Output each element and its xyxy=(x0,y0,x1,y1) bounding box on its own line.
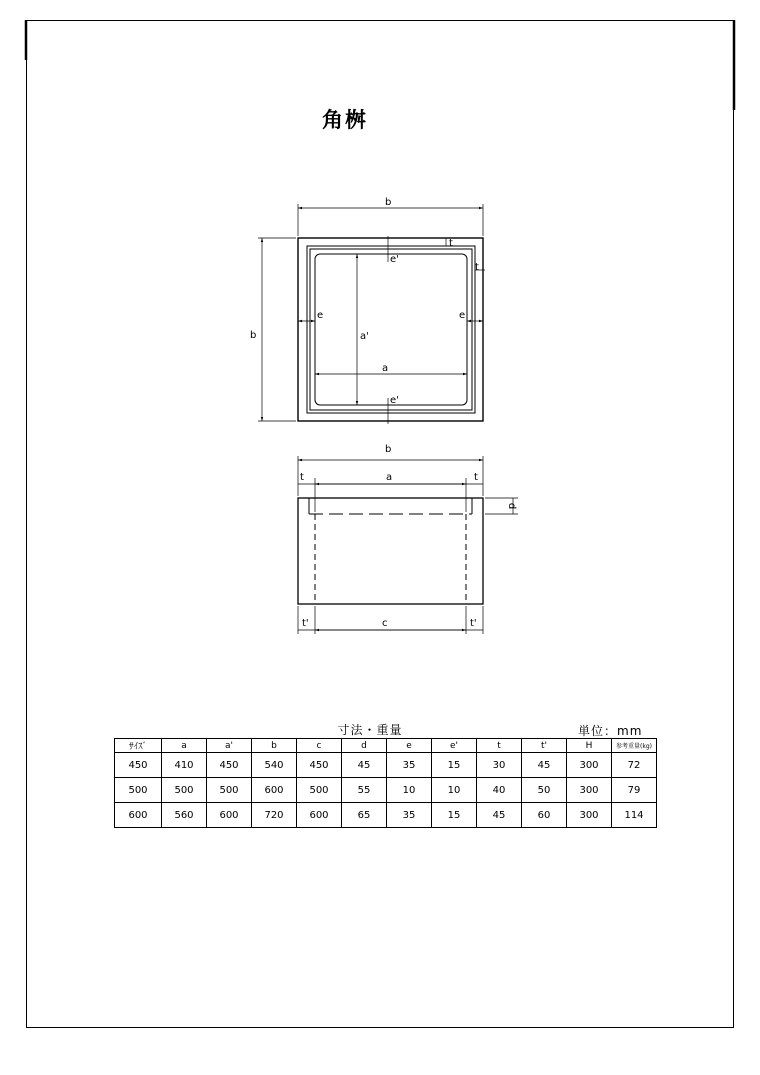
table-row xyxy=(115,803,657,828)
header-d: d xyxy=(342,739,387,753)
header-e-prime: e' xyxy=(432,739,477,753)
table-cell: 300 xyxy=(567,778,612,803)
section-c-label: c xyxy=(382,618,388,629)
header-t: t xyxy=(477,739,522,753)
table-cell: 500 xyxy=(297,778,342,803)
table-cell: 10 xyxy=(387,778,432,803)
table-cell: 500 xyxy=(207,778,252,803)
table-cell: 560 xyxy=(162,803,207,828)
header-c: c xyxy=(297,739,342,753)
table-cell: 500 xyxy=(115,778,162,803)
header-size: ｻｲｽﾞ xyxy=(115,739,162,753)
table-cell: 450 xyxy=(297,753,342,778)
table-cell: 600 xyxy=(297,803,342,828)
table-cell: 50 xyxy=(522,778,567,803)
section-t-left-label: t xyxy=(300,472,304,483)
table-cell: 600 xyxy=(252,778,297,803)
drawing-title: 角桝 xyxy=(322,108,368,132)
header-b: b xyxy=(252,739,297,753)
table-cell: 15 xyxy=(432,803,477,828)
table-cell: 45 xyxy=(522,753,567,778)
table-cell: 300 xyxy=(567,803,612,828)
plan-b-left-label: b xyxy=(250,330,257,341)
plan-e-right-label: e xyxy=(459,310,466,321)
table-cell: 600 xyxy=(115,803,162,828)
table-cell: 600 xyxy=(207,803,252,828)
header-h: H xyxy=(567,739,612,753)
plan-a-prime-label: a' xyxy=(360,331,369,342)
table-cell: 45 xyxy=(342,753,387,778)
table-cell: 45 xyxy=(477,803,522,828)
table-cell: 540 xyxy=(252,753,297,778)
table-cell: 114 xyxy=(612,803,657,828)
table-cell: 450 xyxy=(115,753,162,778)
dimension-table xyxy=(114,738,657,828)
plan-e-left-label: e xyxy=(317,310,324,321)
section-d-label: d xyxy=(506,502,517,510)
table-cell: 10 xyxy=(432,778,477,803)
table-cell: 35 xyxy=(387,803,432,828)
table-cell: 15 xyxy=(432,753,477,778)
section-b-label: b xyxy=(385,444,392,455)
table-cell: 35 xyxy=(387,753,432,778)
section-dimension-lines xyxy=(298,456,518,634)
plan-t-top-label: t xyxy=(449,238,453,249)
section-t-prime-right-label: t' xyxy=(470,618,477,629)
table-cell: 55 xyxy=(342,778,387,803)
table-caption: 寸法・重量 xyxy=(337,723,403,737)
section-t-prime-left-label: t' xyxy=(302,618,309,629)
header-e: e xyxy=(387,739,432,753)
table-cell: 450 xyxy=(207,753,252,778)
header-a-prime: a' xyxy=(207,739,252,753)
plan-view xyxy=(298,238,483,421)
table-cell: 720 xyxy=(252,803,297,828)
section-a-label: a xyxy=(386,472,393,483)
plan-b-top-label: b xyxy=(385,197,392,208)
table-row xyxy=(115,778,657,803)
plan-dimension-lines xyxy=(258,204,485,424)
header-t-prime: t' xyxy=(522,739,567,753)
table-cell: 40 xyxy=(477,778,522,803)
table-cell: 500 xyxy=(162,778,207,803)
table-cell: 60 xyxy=(522,803,567,828)
table-cell: 300 xyxy=(567,753,612,778)
plan-a-label: a xyxy=(382,363,389,374)
table-cell: 79 xyxy=(612,778,657,803)
table-cell: 410 xyxy=(162,753,207,778)
plan-e-prime-bottom-label: e' xyxy=(390,395,399,406)
section-t-right-label: t xyxy=(474,472,478,483)
table-header-row xyxy=(115,739,657,753)
unit-label: 単位：mm xyxy=(578,724,643,738)
table-row xyxy=(115,753,657,778)
table-cell: 72 xyxy=(612,753,657,778)
table-cell: 30 xyxy=(477,753,522,778)
header-weight: 参考重量(kg) xyxy=(612,739,657,753)
section-view xyxy=(298,498,483,604)
header-a: a xyxy=(162,739,207,753)
plan-e-prime-top-label: e' xyxy=(390,254,399,265)
table-cell: 65 xyxy=(342,803,387,828)
plan-t-right-label: t xyxy=(475,262,479,273)
